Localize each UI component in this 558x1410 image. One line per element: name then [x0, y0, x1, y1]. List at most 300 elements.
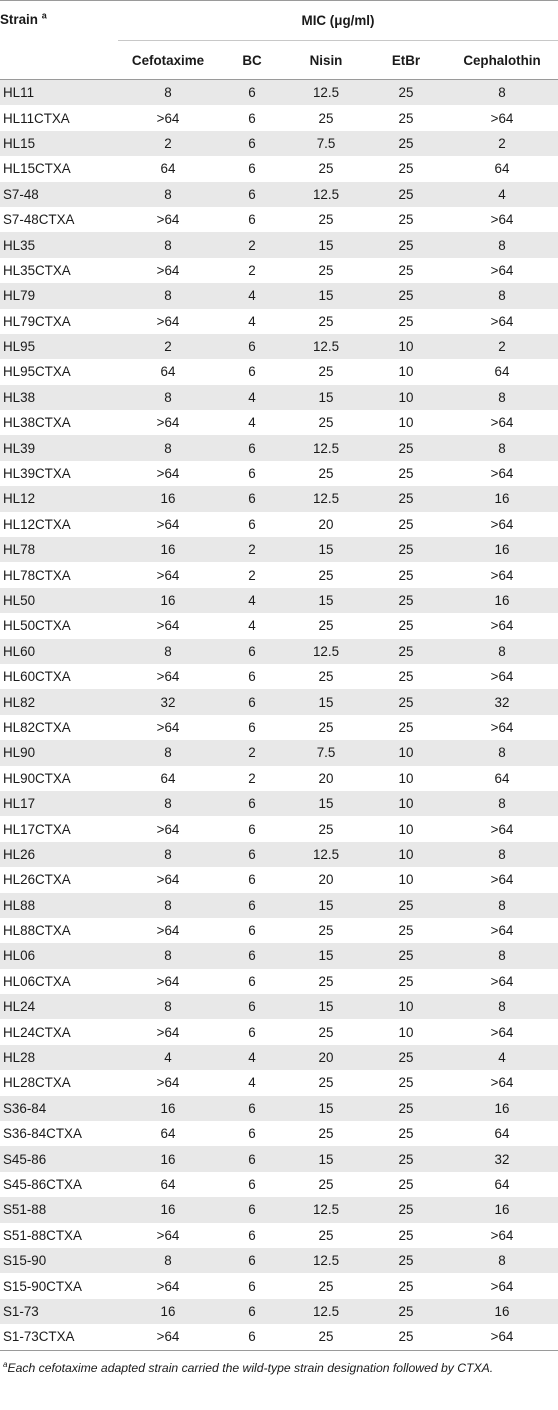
mic-cell-cefotaxime: >64 — [156, 1278, 180, 1294]
mic-cell-nisin: 25 — [318, 364, 334, 380]
mic-cell-bc: 2 — [248, 237, 256, 253]
strain-cell: HL88 — [3, 897, 36, 913]
mic-cell-cefotaxime: 8 — [164, 643, 172, 659]
mic-cell-cephalothin: >64 — [490, 466, 514, 482]
table-body — [0, 80, 558, 1351]
mic-cell-cephalothin: 8 — [498, 237, 506, 253]
table-row — [0, 435, 558, 460]
mic-cell-cephalothin: 64 — [494, 161, 510, 177]
mic-cell-nisin: 20 — [318, 1050, 334, 1066]
mic-cell-nisin: 20 — [318, 516, 334, 532]
mic-cell-cefotaxime: >64 — [156, 415, 180, 431]
strain-cell: HL39CTXA — [3, 466, 71, 482]
mic-cell-bc: 6 — [248, 85, 256, 101]
mic-cell-nisin: 25 — [318, 719, 334, 735]
mic-cell-cephalothin: >64 — [490, 618, 514, 634]
mic-cell-cephalothin: >64 — [490, 669, 514, 685]
mic-cell-nisin: 25 — [318, 973, 334, 989]
mic-cell-etbr: 25 — [398, 1303, 414, 1319]
table-row — [0, 156, 558, 181]
mic-cell-etbr: 25 — [398, 719, 414, 735]
table-row — [0, 80, 558, 106]
mic-cell-nisin: 12.5 — [312, 1202, 340, 1218]
mic-cell-etbr: 25 — [398, 618, 414, 634]
mic-cell-cefotaxime: 16 — [160, 1100, 176, 1116]
mic-cell-nisin: 25 — [318, 1227, 334, 1243]
mic-cell-cefotaxime: 8 — [164, 237, 172, 253]
mic-cell-etbr: 25 — [398, 567, 414, 583]
strain-cell: HL06 — [3, 948, 36, 964]
mic-cell-etbr: 25 — [398, 237, 414, 253]
mic-cell-bc: 6 — [248, 516, 256, 532]
mic-cell-nisin: 15 — [318, 389, 334, 405]
strain-cell: HL12CTXA — [3, 516, 71, 532]
strain-cell: HL82CTXA — [3, 719, 71, 735]
mic-cell-etbr: 25 — [398, 1126, 414, 1142]
mic-cell-etbr: 10 — [398, 415, 414, 431]
strain-cell: S7-48CTXA — [3, 212, 75, 228]
mic-cell-etbr: 25 — [398, 1050, 414, 1066]
mic-cell-etbr: 10 — [398, 796, 414, 812]
mic-cell-etbr: 25 — [398, 669, 414, 685]
mic-cell-etbr: 25 — [398, 973, 414, 989]
mic-cell-cefotaxime: >64 — [156, 567, 180, 583]
strain-cell: HL39 — [3, 440, 36, 456]
mic-cell-nisin: 12.5 — [312, 491, 340, 507]
mic-cell-bc: 2 — [248, 262, 256, 278]
mic-cell-cefotaxime: >64 — [156, 313, 180, 329]
strain-cell: HL12 — [3, 491, 36, 507]
mic-cell-etbr: 25 — [398, 516, 414, 532]
strain-cell: HL50CTXA — [3, 618, 71, 634]
column-header-etbr: EtBr — [366, 41, 446, 80]
table-row — [0, 131, 558, 156]
strain-cell: S51-88 — [3, 1202, 47, 1218]
mic-cell-cephalothin: >64 — [490, 1227, 514, 1243]
mic-cell-etbr: 25 — [398, 948, 414, 964]
mic-cell-etbr: 25 — [398, 288, 414, 304]
mic-cell-etbr: 25 — [398, 110, 414, 126]
mic-cell-bc: 6 — [248, 186, 256, 202]
strain-cell: HL38CTXA — [3, 415, 71, 431]
mic-cell-nisin: 7.5 — [316, 745, 336, 761]
table-row — [0, 410, 558, 435]
strain-cell: S36-84 — [3, 1100, 47, 1116]
table-row — [0, 385, 558, 410]
mic-cell-cefotaxime: 64 — [160, 364, 176, 380]
table-row — [0, 258, 558, 283]
mic-cell-etbr: 25 — [398, 161, 414, 177]
strain-cell: HL82 — [3, 694, 36, 710]
table-row — [0, 1146, 558, 1171]
mic-cell-bc: 6 — [248, 719, 256, 735]
mic-cell-etbr: 25 — [366, 1324, 446, 1350]
mic-cell-cefotaxime: 16 — [160, 1151, 176, 1167]
mic-cell-nisin: 15 — [318, 542, 334, 558]
table-row — [0, 461, 558, 486]
mic-cell-etbr: 25 — [398, 262, 414, 278]
mic-cell-cefotaxime: >64 — [156, 212, 180, 228]
footnote-text: Each cefotaxime adapted strain carried the wild-type strain designation followed by CTXA. — [7, 1360, 494, 1375]
mic-cell-etbr: 25 — [398, 135, 414, 151]
strain-cell: HL50 — [3, 593, 36, 608]
mic-cell-cefotaxime: >64 — [156, 923, 180, 939]
mic-cell-cefotaxime: 64 — [160, 1126, 176, 1142]
strain-cell: HL79CTXA — [3, 313, 71, 329]
mic-cell-nisin: 25 — [286, 1324, 366, 1350]
table-row — [0, 359, 558, 384]
mic-cell-nisin: 25 — [318, 821, 334, 837]
table-row — [0, 715, 558, 740]
mic-cell-cephalothin: >64 — [490, 872, 514, 888]
mic-cell-etbr: 25 — [398, 593, 414, 608]
footnote-mark: a — [3, 1359, 8, 1369]
mic-cell-cephalothin: 32 — [494, 1151, 510, 1167]
mic-cell-cephalothin: 16 — [494, 1100, 510, 1116]
mic-cell-etbr: 25 — [398, 897, 414, 913]
mic-cell-cephalothin: 8 — [498, 85, 506, 101]
mic-cell-cephalothin: 16 — [494, 542, 510, 558]
mic-cell-bc: 4 — [248, 618, 256, 634]
mic-cell-nisin: 12.5 — [312, 186, 340, 202]
table-row — [0, 309, 558, 334]
mic-cell-cefotaxime: 16 — [160, 593, 176, 608]
mic-cell-cephalothin: >64 — [490, 516, 514, 532]
mic-cell-etbr: 25 — [398, 313, 414, 329]
strain-cell: HL11 — [3, 85, 35, 101]
strain-cell: HL79 — [3, 288, 36, 304]
mic-cell-cephalothin: 8 — [498, 288, 506, 304]
mic-cell-cephalothin: 8 — [498, 999, 506, 1015]
mic-cell-bc: 2 — [248, 745, 256, 761]
mic-cell-nisin: 15 — [318, 593, 334, 608]
mic-cell-nisin: 15 — [318, 694, 334, 710]
mic-cell-cefotaxime: 4 — [164, 1050, 172, 1066]
table-row — [0, 842, 558, 867]
mic-cell-bc: 6 — [248, 796, 256, 812]
mic-cell-bc: 6 — [248, 643, 256, 659]
table-row — [0, 816, 558, 841]
strain-cell: HL15CTXA — [3, 161, 71, 177]
mic-cell-bc: 6 — [248, 923, 256, 939]
strain-cell: S45-86 — [3, 1151, 47, 1167]
table-row — [0, 1248, 558, 1273]
mic-cell-bc: 6 — [248, 1176, 256, 1192]
mic-cell-bc: 4 — [248, 1050, 256, 1066]
mic-cell-bc: 4 — [248, 389, 256, 405]
mic-cell-nisin: 12.5 — [312, 440, 340, 456]
mic-cell-cefotaxime: 32 — [160, 694, 176, 710]
mic-cell-nisin: 12.5 — [312, 1303, 340, 1319]
strain-cell: HL35CTXA — [3, 262, 71, 278]
mic-cell-bc: 6 — [248, 161, 256, 177]
table-row — [0, 232, 558, 257]
mic-cell-nisin: 25 — [318, 1176, 334, 1192]
mic-cell-nisin: 15 — [318, 897, 334, 913]
strain-cell: HL28 — [3, 1050, 36, 1066]
table-row — [0, 689, 558, 714]
mic-cell-cefotaxime: 8 — [164, 745, 172, 761]
table-row — [0, 588, 558, 613]
mic-cell-cephalothin: >64 — [490, 1075, 514, 1091]
mic-cell-nisin: 25 — [318, 212, 334, 228]
mic-header-label: MIC (μg/ml) — [301, 13, 375, 28]
table-row — [0, 1045, 558, 1070]
mic-cell-etbr: 25 — [398, 1202, 414, 1218]
mic-cell-bc: 4 — [248, 593, 256, 608]
mic-cell-etbr: 10 — [398, 872, 414, 888]
mic-cell-bc: 6 — [248, 339, 256, 355]
mic-cell-nisin: 25 — [318, 1075, 334, 1091]
table-row — [0, 791, 558, 816]
mic-cell-etbr: 25 — [398, 1227, 414, 1243]
mic-cell-nisin: 15 — [318, 288, 334, 304]
mic-cell-cefotaxime: 8 — [164, 846, 172, 862]
mic-cell-cefotaxime: 8 — [164, 389, 172, 405]
table-row — [0, 943, 558, 968]
mic-cell-nisin: 25 — [318, 1024, 334, 1040]
strain-column-header — [0, 1, 118, 80]
mic-cell-cephalothin: 64 — [494, 364, 510, 380]
mic-cell-nisin: 12.5 — [312, 339, 340, 355]
table-row — [0, 969, 558, 994]
mic-cell-bc: 6 — [248, 973, 256, 989]
mic-cell-cephalothin: 16 — [494, 1303, 510, 1319]
strain-cell: HL17CTXA — [3, 821, 71, 837]
strain-header-label: Strain — [0, 12, 38, 27]
strain-cell: S45-86CTXA — [3, 1176, 82, 1192]
mic-cell-nisin: 15 — [318, 999, 334, 1015]
mic-cell-etbr: 25 — [398, 694, 414, 710]
mic-cell-cephalothin: >64 — [490, 212, 514, 228]
mic-cell-cefotaxime: >64 — [156, 669, 180, 685]
mic-cell-cefotaxime: 8 — [164, 440, 172, 456]
mic-cell-cephalothin: >64 — [490, 1024, 514, 1040]
mic-cell-etbr: 25 — [398, 923, 414, 939]
mic-cell-cephalothin: 4 — [498, 1050, 506, 1066]
mic-cell-cephalothin: 8 — [498, 1253, 506, 1269]
strain-cell: HL26CTXA — [3, 872, 71, 888]
table-row — [0, 994, 558, 1019]
mic-cell-cefotaxime: >64 — [156, 1024, 180, 1040]
mic-cell-bc: 6 — [248, 212, 256, 228]
mic-cell-bc: 6 — [248, 1100, 256, 1116]
table-row — [0, 893, 558, 918]
mic-cell-bc: 6 — [248, 694, 256, 710]
table-row — [0, 1197, 558, 1222]
mic-cell-bc: 6 — [248, 1126, 256, 1142]
mic-cell-cephalothin: 8 — [498, 948, 506, 964]
strain-header-footnote-mark: a — [41, 10, 47, 21]
table-row — [0, 207, 558, 232]
strain-cell: HL11CTXA — [3, 110, 70, 126]
mic-cell-etbr: 25 — [398, 1176, 414, 1192]
mic-cell-cefotaxime: 2 — [164, 135, 172, 151]
mic-cell-etbr: 10 — [398, 389, 414, 405]
mic-cell-nisin: 15 — [318, 948, 334, 964]
table-row — [0, 1070, 558, 1095]
strain-cell: S51-88CTXA — [3, 1227, 82, 1243]
mic-cell-cephalothin: 8 — [498, 796, 506, 812]
table-row — [0, 562, 558, 587]
table-row — [0, 105, 558, 130]
mic-cell-etbr: 25 — [398, 1278, 414, 1294]
mic-cell-bc: 6 — [248, 1024, 256, 1040]
mic-cell-nisin: 25 — [318, 110, 334, 126]
mic-cell-etbr: 10 — [398, 770, 414, 786]
mic-cell-cephalothin: >64 — [446, 1324, 558, 1350]
mic-cell-etbr: 25 — [398, 542, 414, 558]
mic-cell-cefotaxime: 8 — [164, 796, 172, 812]
mic-cell-cephalothin: >64 — [490, 313, 514, 329]
table-row — [0, 512, 558, 537]
mic-cell-bc: 6 — [248, 897, 256, 913]
mic-cell-bc: 6 — [248, 466, 256, 482]
table-row — [0, 740, 558, 765]
mic-cell-cephalothin: >64 — [490, 973, 514, 989]
strain-cell: HL90 — [3, 745, 36, 761]
mic-cell-bc: 6 — [248, 1253, 256, 1269]
mic-cell-cephalothin: 64 — [494, 770, 510, 786]
strain-cell: HL06CTXA — [3, 973, 71, 989]
mic-cell-bc: 6 — [248, 135, 256, 151]
mic-cell-bc: 6 — [248, 491, 256, 507]
mic-cell-cefotaxime: 8 — [164, 1253, 172, 1269]
column-header-nisin: Nisin — [286, 41, 366, 80]
mic-cell-cefotaxime: >64 — [156, 1075, 180, 1091]
mic-cell-cephalothin: 16 — [494, 1202, 510, 1218]
strain-cell: HL95 — [3, 339, 36, 355]
table-row — [0, 867, 558, 892]
strain-cell: S36-84CTXA — [3, 1126, 82, 1142]
table-row — [0, 182, 558, 207]
mic-cell-bc: 6 — [248, 110, 256, 126]
mic-cell-etbr: 25 — [398, 1075, 414, 1091]
table-row — [0, 486, 558, 511]
mic-cell-nisin: 25 — [318, 161, 334, 177]
strain-cell: HL17 — [3, 796, 36, 812]
table-row — [0, 639, 558, 664]
mic-cell-cephalothin: 64 — [494, 1126, 510, 1142]
mic-cell-cefotaxime: >64 — [156, 719, 180, 735]
table-row — [0, 283, 558, 308]
mic-cell-bc: 6 — [248, 1278, 256, 1294]
mic-cell-cefotaxime: 16 — [160, 1202, 176, 1218]
mic-cell-cephalothin: 32 — [494, 694, 510, 710]
mic-cell-bc: 6 — [248, 669, 256, 685]
mic-cell-nisin: 20 — [318, 872, 334, 888]
mic-cell-cefotaxime: 16 — [160, 1303, 176, 1319]
mic-cell-cefotaxime: 64 — [160, 161, 176, 177]
table-row — [0, 918, 558, 943]
strain-cell: HL78 — [3, 542, 36, 558]
mic-cell-cephalothin: 16 — [494, 593, 510, 608]
mic-cell-cefotaxime: >64 — [156, 872, 180, 888]
table-row — [0, 1324, 558, 1350]
table-row — [0, 1096, 558, 1121]
mic-cell-cephalothin: >64 — [490, 262, 514, 278]
strain-cell: S7-48 — [3, 186, 39, 202]
column-header-cefotaxime: Cefotaxime — [118, 41, 218, 80]
mic-cell-nisin: 12.5 — [312, 1253, 340, 1269]
mic-cell-etbr: 10 — [398, 339, 414, 355]
mic-cell-cephalothin: >64 — [490, 719, 514, 735]
mic-group-header — [118, 1, 558, 41]
mic-cell-cephalothin: 64 — [494, 1176, 510, 1192]
mic-cell-bc: 6 — [248, 846, 256, 862]
mic-cell-bc: 4 — [248, 1075, 256, 1091]
mic-cell-cephalothin: 8 — [498, 643, 506, 659]
strain-cell: HL60CTXA — [3, 669, 71, 685]
mic-cell-cephalothin: 8 — [498, 897, 506, 913]
mic-cell-cefotaxime: >64 — [156, 262, 180, 278]
mic-cell-cephalothin: >64 — [490, 567, 514, 583]
mic-cell-cefotaxime: >64 — [156, 973, 180, 989]
table-row — [0, 1019, 558, 1044]
mic-cell-cephalothin: 8 — [498, 846, 506, 862]
mic-cell-etbr: 10 — [398, 1024, 414, 1040]
strain-cell: HL78CTXA — [3, 567, 71, 583]
mic-cell-nisin: 25 — [318, 618, 334, 634]
mic-cell-cephalothin: 2 — [498, 339, 506, 355]
mic-cell-cefotaxime: 8 — [164, 948, 172, 964]
mic-cell-cefotaxime: 8 — [164, 999, 172, 1015]
mic-cell-cefotaxime: 8 — [164, 288, 172, 304]
mic-cell-etbr: 10 — [398, 364, 414, 380]
mic-cell-cefotaxime: >64 — [156, 466, 180, 482]
mic-cell-cephalothin: 8 — [498, 745, 506, 761]
mic-cell-etbr: 10 — [398, 999, 414, 1015]
mic-cell-cefotaxime: 2 — [164, 339, 172, 355]
mic-cell-cefotaxime: >64 — [156, 110, 180, 126]
mic-cell-nisin: 25 — [318, 567, 334, 583]
mic-cell-bc: 6 — [248, 1303, 256, 1319]
strain-cell: HL24 — [3, 999, 36, 1015]
mic-cell-nisin: 25 — [318, 1126, 334, 1142]
mic-cell-cefotaxime: 64 — [160, 1176, 176, 1192]
table-row — [0, 1172, 558, 1197]
mic-cell-bc: 6 — [248, 1227, 256, 1243]
mic-cell-etbr: 25 — [398, 440, 414, 456]
mic-cell-etbr: 25 — [398, 1253, 414, 1269]
mic-cell-bc: 6 — [248, 364, 256, 380]
mic-cell-cefotaxime: >64 — [118, 1324, 218, 1350]
strain-cell: HL35 — [3, 237, 36, 253]
strain-cell: HL90CTXA — [3, 770, 71, 786]
mic-cell-nisin: 15 — [318, 796, 334, 812]
mic-cell-cefotaxime: 8 — [164, 85, 172, 101]
mic-cell-cephalothin: 16 — [494, 491, 510, 507]
strain-cell: S1-73CTXA — [0, 1324, 118, 1350]
mic-cell-cephalothin: >64 — [490, 415, 514, 431]
mic-cell-nisin: 7.5 — [316, 135, 336, 151]
mic-cell-etbr: 25 — [398, 466, 414, 482]
strain-cell: HL28CTXA — [3, 1075, 71, 1091]
mic-cell-bc: 6 — [248, 872, 256, 888]
mic-cell-nisin: 15 — [318, 1151, 334, 1167]
mic-cell-etbr: 25 — [398, 1100, 414, 1116]
mic-cell-cefotaxime: >64 — [156, 1227, 180, 1243]
mic-cell-cefotaxime: >64 — [156, 618, 180, 634]
mic-cell-etbr: 25 — [398, 491, 414, 507]
table-header — [0, 1, 558, 80]
table-row — [0, 664, 558, 689]
mic-cell-cephalothin: >64 — [490, 110, 514, 126]
mic-cell-cefotaxime: >64 — [156, 516, 180, 532]
mic-cell-cephalothin: >64 — [490, 923, 514, 939]
mic-cell-bc: 6 — [248, 999, 256, 1015]
mic-cell-cephalothin: 8 — [498, 389, 506, 405]
